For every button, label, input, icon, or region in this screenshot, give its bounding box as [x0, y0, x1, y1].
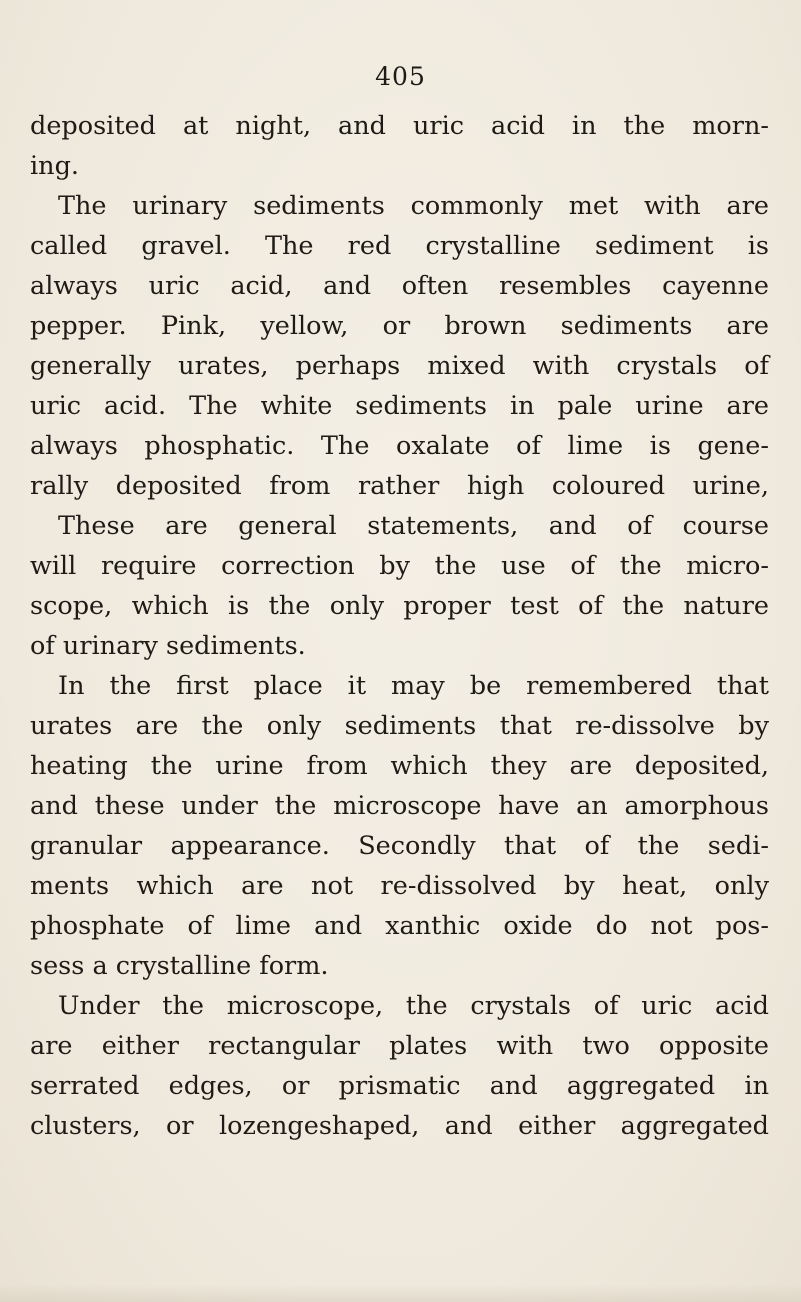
page-bottom-edge	[0, 1284, 801, 1302]
text-line: The urinary sediments commonly met with are	[58, 191, 769, 221]
text-line: Under the microscope, the crystals of uric acid	[58, 991, 769, 1021]
text-line: sess a crystalline form.	[30, 951, 329, 981]
text-line: granular appearance. Secondly that of the sedi-	[30, 831, 769, 861]
text-line: phosphate of lime and xanthic oxide do not pos-	[30, 911, 769, 941]
text-line: These are general statements, and of course	[58, 511, 769, 541]
text-line: always uric acid, and often resembles cayenne	[30, 271, 769, 301]
text-line: rally deposited from rather high coloured urine,	[30, 471, 769, 501]
text-line: serrated edges, or prismatic and aggregated in	[30, 1071, 769, 1101]
text-line: will require correction by the use of the micro-	[30, 551, 769, 581]
text-line: urates are the only sediments that re-dissolve by	[30, 711, 769, 741]
text-line: uric acid. The white sediments in pale urine are	[30, 391, 769, 421]
text-line: pepper. Pink, yellow, or brown sediments are	[30, 311, 769, 341]
text-line: scope, which is the only proper test of the nature	[30, 591, 769, 621]
text-line: heating the urine from which they are deposited,	[30, 751, 769, 781]
text-line: always phosphatic. The oxalate of lime is gene-	[30, 431, 769, 461]
page-number: 405	[375, 62, 426, 91]
text-line: In the first place it may be remembered that	[58, 671, 769, 701]
text-line: deposited at night, and uric acid in the morn-	[30, 111, 769, 141]
text-line: ing.	[30, 151, 80, 181]
text-line: and these under the microscope have an amorphous	[30, 791, 769, 821]
text-line: ments which are not re-dissolved by heat, only	[30, 871, 769, 901]
text-line: are either rectangular plates with two opposite	[30, 1031, 769, 1061]
text-line: called gravel. The red crystalline sediment is	[30, 231, 769, 261]
text-line: clusters, or lozengeshaped, and either aggregated	[30, 1111, 769, 1141]
text-line: of urinary sediments.	[30, 631, 306, 661]
text-line: generally urates, perhaps mixed with crystals of	[30, 351, 769, 381]
